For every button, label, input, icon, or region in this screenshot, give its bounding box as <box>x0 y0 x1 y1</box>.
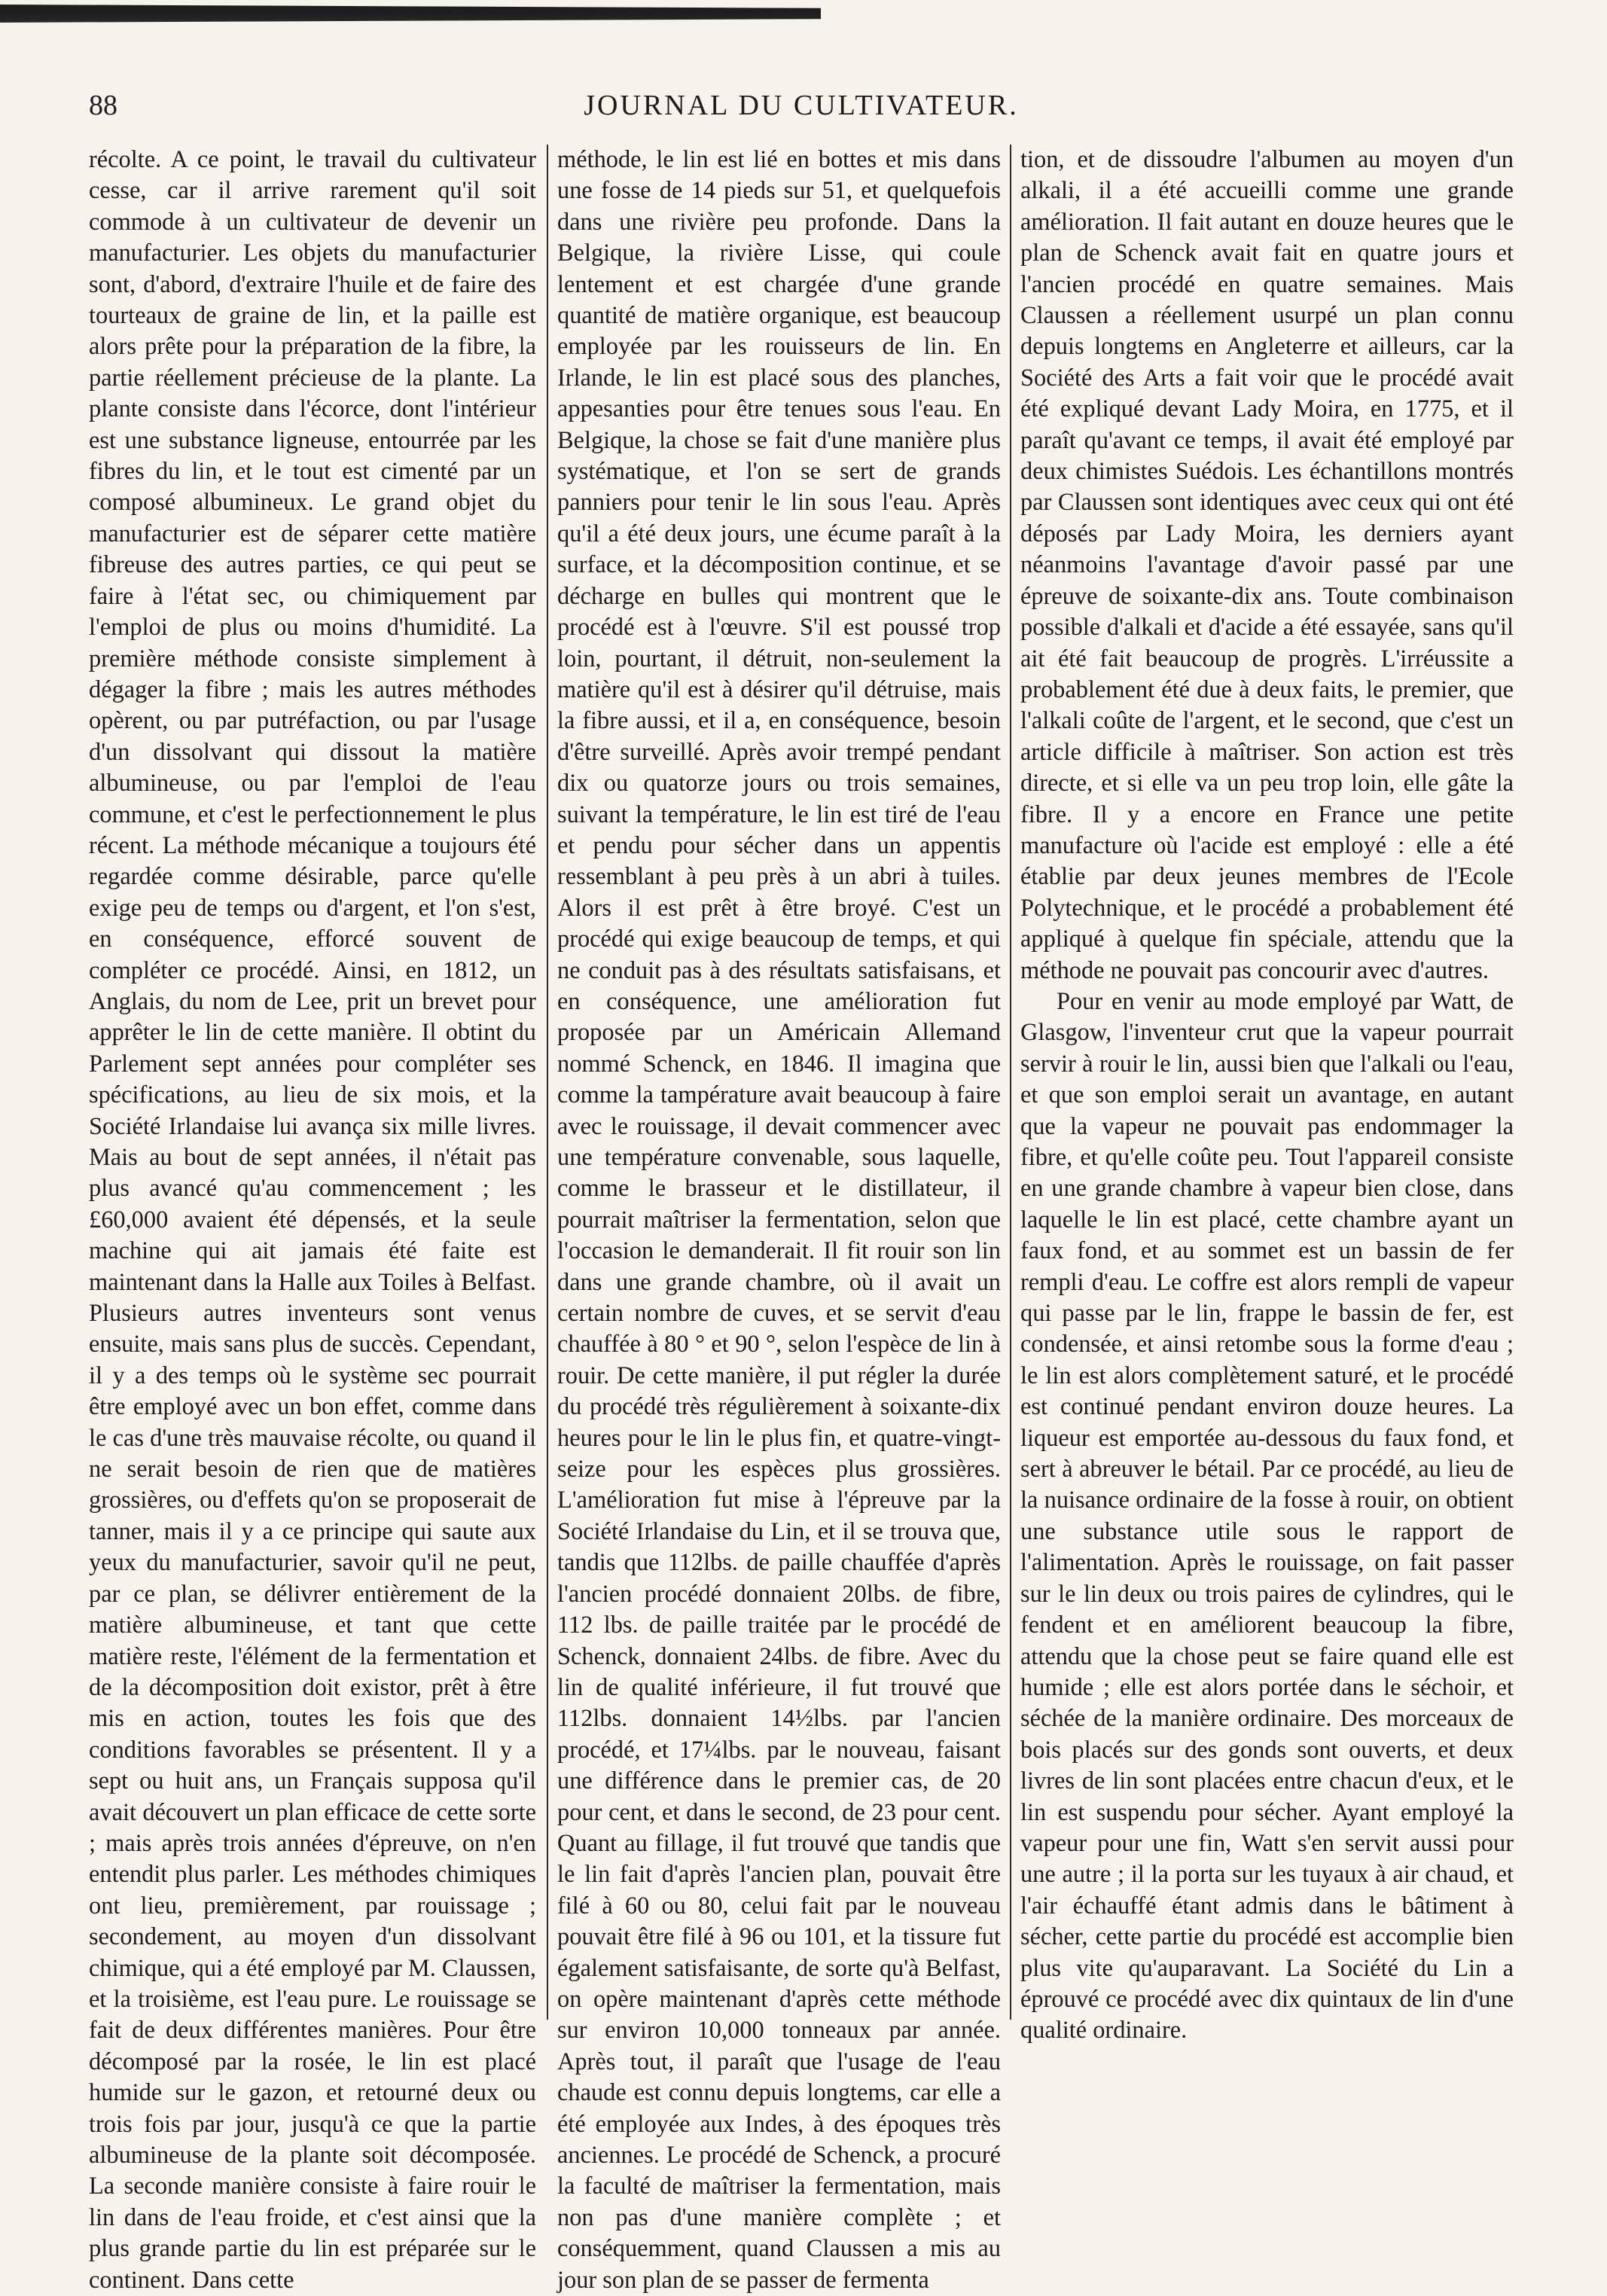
top-decorative-rule <box>0 5 821 23</box>
column-1-paragraph-1: récolte. A ce point, le travail du cultivateur cesse, car il arrive rarement qu'il soit commode à un cultivateur de devenir un manufacturier. Les objets du manufacturier sont, d'abord, d'extraire l'huile et de faire des tourteaux de graine de lin, et la paille est alors prête pour la préparation de la fibre, la partie réellement précieuse de la plante. La plante consiste dans l'écorce, dont l'intérieur est une substance ligneuse, entourrée par les fibres du lin, et le tout est cimenté par un composé albumineux. Le grand objet du manufacturier est de séparer cette matière fibreuse des autres parties, ce qui peut se faire à l'état sec, ou chimiquement par l'emploi de plus ou moins d'humidité. La première méthode consiste simplement à dégager la fibre ; mais les autres méthodes opèrent, ou par putréfaction, ou par l'usage d'un dissolvant qui dissout la matière albumineuse, ou par l'emploi de l'eau commune, et c'est le perfectionnement le plus récent. La méthode mécanique a toujours été regardée comme désirable, parce qu'elle exige peu de temps ou d'argent, et l'on s'est, en conséquence, efforcé souvent de compléter ce procédé. Ainsi, en 1812, un Anglais, du nom de Lee, prit un brevet pour apprêter le lin de cette manière. Il obtint du Parlement sept années pour compléter ses spécifications, au lieu de six mois, et la Société Irlandaise lui avança six mille livres. Mais au bout de sept années, il n'était pas plus avancé qu'au commencement ; les £60,000 avaient été dépensés, et la seule machine qui ait jamais été faite est maintenant dans la Halle aux Toiles à Belfast. Plusieurs autres inventeurs sont venus ensuite, mais sans plus de succès. Cependant, il y a des temps où le système sec pourrait être employé avec un bon effet, comme dans le cas d'une très mauvaise récolte, ou quand il ne serait besoin de rien que de matières grossières, ou d'effets qu'on se proposerait de tanner, mais il y a ce principe qui saute aux yeux du manufacturier, savoir qu'il ne peut, par ce plan, se délivrer entièrement de la matière albumineuse, et tant que cette matière reste, l'élément de la fermentation et de la décomposition doit existor, prêt à être mis en action, toutes les fois que des conditions favorables se présentent. Il y a sept ou huit ans, un Français supposa qu'il avait découvert un plan efficace de cette sorte ; mais après trois années d'épreuve, on n'en entendit plus parler. Les méthodes chimiques ont lieu, premièrement, par rouissage ; secondement, au moyen d'un dissolvant chimique, qui a été employé par M. Claussen, et la troisième, est l'eau pure. Le rouissage se fait de deux différentes manières. Pour être décomposé par la rosée, le lin est placé humide sur le gazon, et retourné deux ou trois fois par jour, jusqu'à ce que la partie albumineuse de la plante soit décomposée. La seconde manière consiste à faire rouir le lin dans de l'eau froide, et c'est ainsi que la plus grande partie du lin est préparée sur le continent. Dans cette <box>89 146 536 2294</box>
journal-title: JOURNAL DU CULTIVATEUR. <box>584 90 1019 121</box>
column-1 <box>89 145 548 2294</box>
page-number: 88 <box>89 90 117 121</box>
column-2-paragraph-1: méthode, le lin est lié en bottes et mis dans une fosse de 14 pieds sur 51, et quelquefois dans une rivière peu profonde. Dans la Belgique, la rivière Lisse, qui coule lentement et est chargée d'une grande quantité de matière organique, est beaucoup employée par les rouisseurs de lin. En Irlande, le lin est placé sous des planches, appesanties pour être tenues sous l'eau. En Belgique, la chose se fait d'une manière plus systématique, et l'on se sert de grands panniers pour tenir le lin sous l'eau. Après qu'il a été deux jours, une écume paraît à la surface, et la décomposition continue, et se décharge en bulles qui montrent que le procédé est à l'œuvre. S'il est poussé trop loin, pourtant, il détruit, non-seulement la matière qu'il est à désirer qu'il détruise, mais la fibre aussi, et il a, en conséquence, besoin d'être surveillé. Après avoir trempé pendant dix ou quatorze jours ou trois semaines, suivant la température, le lin est tiré de l'eau et pendu pour sécher dans un appentis ressemblant à peu près à un abri à tuiles. Alors il est prêt à être broyé. C'est un procédé qui exige beaucoup de temps, et qui ne conduit pas à des résultats satisfaisans, et en conséquence, une amélioration fut proposée par un Américain Allemand nommé Schenck, en 1846. Il imagina que comme la tampérature avait beaucoup à faire avec le rouissage, il devait commencer avec une température convenable, sous laquelle, comme le brasseur et le distillateur, il pourrait maîtriser la fermentation, selon que l'occasion le demanderait. Il fit rouir son lin dans une grande chambre, où il avait un certain nombre de cuves, et se servit d'eau chauffée à 80 ° et 90 °, selon l'espèce de lin à rouir. De cette manière, il put régler la durée du procédé très régulièrement à soixante-dix heures pour le lin le plus fin, et quatre-vingt-seize pour les espèces plus grossières. L'amélioration fut mise à l'épreuve par la Société Irlandaise du Lin, et il se trouva que, tandis que 112lbs. de paille chauffée d'après l'ancien procédé donnaient 20lbs. de fibre, 112 lbs. de paille traitée par le procédé de Schenck, donnaient 24lbs. de fibre. Avec du lin de qualité inférieure, il fut trouvé que 112lbs. donnaient 14½lbs. par l'ancien procédé, et 17¼lbs. par le nouveau, faisant une différence dans le premier cas, de 20 pour cent, et dans le second, de 23 pour cent. Quant au fillage, il fut trouvé que tandis que le lin fait d'après l'ancien plan, pouvait être filé à 60 ou 80, celui fait par le nouveau pouvait être filé à 96 ou 101, et la tissure fut également satisfaisante, de sorte qu'à Belfast, on opère maintenant d'après cette méthode sur environ 10,000 tonneaux par année. Après tout, il paraît que l'usage de l'eau chaude est connu depuis longtems, car elle a été employée aux Indes, à des époques très anciennes. Le procédé de Schenck, a procuré la faculté de maîtriser la fermentation, mais non pas d'une manière complète ; et conséquemment, quand Claussen a mis au jour son plan de se passer de fermenta <box>557 146 1001 2294</box>
text-columns <box>89 145 1514 2294</box>
page-header <box>89 83 1514 128</box>
column-2 <box>548 145 1011 2294</box>
column-3-paragraph-1: tion, et de dissoudre l'albumen au moyen d'un alkali, il a été accueilli comme une grande amélioration. Il fait autant en douze heures que le plan de Schenck avait fait en quatre jours et l'ancien procédé en quatre semaines. Mais Claussen a réellement usurpé un plan connu depuis longtems en Angleterre et ailleurs, car la Société des Arts a fait voir que le procédé avait été expliqué devant Lady Moira, en 1775, et il paraît qu'avant ce temps, il avait été employé par deux chimistes Suédois. Les échantillons montrés par Claussen sont identiques avec ceux qui ont été déposés par Lady Moira, les derniers ayant néanmoins l'avantage d'avoir passé par une épreuve de soixante-dix ans. Toute combinaison possible d'alkali et d'acide a été essayée, sans qu'il ait été fait beaucoup de progrès. L'irréussite a probablement été due à deux faits, le premier, que l'alkali coûte de l'argent, et le second, que c'est un article difficile à maîtriser. Son action est très directe, et si elle va un peu trop loin, elle gâte la fibre. Il y a encore en France une petite manufacture où l'acide est employé : elle a été établie par deux jeunes membres de l'Ecole Polytechnique, et le procédé a probablement été appliqué à quelque fin spéciale, attendu que la méthode ne pouvait pas concourir avec d'autres. <box>1020 146 1514 984</box>
column-3-paragraph-2: Pour en venir au mode employé par Watt, de Glasgow, l'inventeur crut que la vapeur pourrait servir à rouir le lin, aussi bien que l'alkali ou l'eau, et que son emploi serait un avantage, en autant que la vapeur ne pouvait pas endommager la fibre, et qu'elle coûte peu. Tout l'appareil consiste en une grande chambre à vapeur bien close, dans laquelle le lin est placé, cette chambre ayant un faux fond, et au sommet est un bassin de fer rempli d'eau. Le coffre est alors rempli de vapeur qui passe par le lin, frappe le bassin de fer, est condensée, et ainsi retombe sous la forme d'eau ; le lin est alors complètement saturé, et le procédé est continué pendant environ douze heures. La liqueur est emportée au-dessous du faux fond, et sert à abreuver le bétail. Par ce procédé, au lieu de la nuisance ordinaire de la fosse à rouir, on obtient une substance utile sous le rapport de l'alimentation. Après le rouissage, on fait passer sur le lin deux ou trois paires de cylindres, qui le fendent et en améliorent beaucoup la fibre, attendu que la chose peut se faire quand elle est humide ; elle est alors portée dans le séchoir, et séchée de la manière ordinaire. Des morceaux de bois placés sur des gonds sont ouverts, et deux livres de lin sont placées entre chacun d'eux, et le lin est suspendu pour sécher. Ayant employé la vapeur pour une fin, Watt s'en servit aussi pour une autre ; il la porta sur les tuyaux à air chaud, et l'air échauffé étant admis dans le bâtiment à sécher, cette partie du procédé est accomplie bien plus vite qu'auparavant. La Société du Lin a éprouvé ce procédé avec dix quintaux de lin d'une qualité ordinaire. <box>1020 987 1514 2044</box>
column-3 <box>1011 145 1514 2044</box>
